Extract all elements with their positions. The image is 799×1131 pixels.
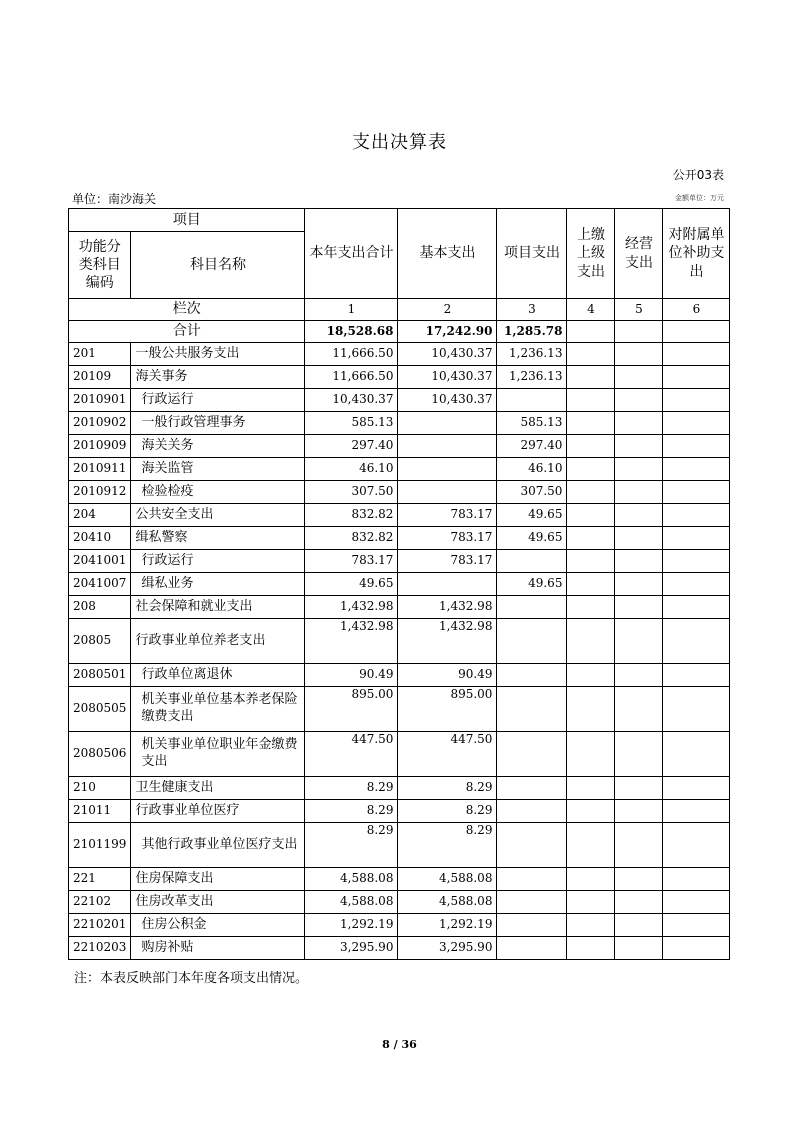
cell-empty bbox=[567, 800, 615, 823]
cell-c1: 49.65 bbox=[305, 573, 398, 596]
cell-empty bbox=[567, 596, 615, 619]
cell-empty bbox=[663, 937, 730, 960]
cell-empty bbox=[615, 619, 663, 664]
cell-empty bbox=[663, 732, 730, 777]
cell-empty bbox=[567, 687, 615, 732]
cell-empty bbox=[663, 823, 730, 868]
cell-c2: 4,588.08 bbox=[398, 868, 497, 891]
page-title: 支出决算表 bbox=[352, 132, 447, 153]
cell-empty bbox=[615, 458, 663, 481]
header-lanci: 栏次 bbox=[69, 299, 305, 321]
cell-empty bbox=[567, 343, 615, 366]
cell-empty bbox=[567, 732, 615, 777]
cell-code: 2101199 bbox=[69, 823, 131, 868]
cell-code: 210 bbox=[69, 777, 131, 800]
cell-c3: 49.65 bbox=[497, 573, 567, 596]
cell-name: 社会保障和就业支出 bbox=[131, 596, 305, 619]
cell-code: 21011 bbox=[69, 800, 131, 823]
cell-c1: 895.00 bbox=[305, 687, 398, 732]
cell-c1: 1,432.98 bbox=[305, 596, 398, 619]
cell-name: 机关事业单位基本养老保险缴费支出 bbox=[131, 687, 305, 732]
cell-name: 机关事业单位职业年金缴费支出 bbox=[131, 732, 305, 777]
cell-empty bbox=[663, 527, 730, 550]
table-row bbox=[69, 573, 730, 596]
total-row bbox=[69, 321, 730, 343]
cell-empty bbox=[663, 366, 730, 389]
cell-c3 bbox=[497, 914, 567, 937]
col-number-6: 6 bbox=[663, 299, 730, 321]
cell-empty bbox=[567, 458, 615, 481]
cell-c2 bbox=[398, 481, 497, 504]
table-row bbox=[69, 389, 730, 412]
cell-name: 海关监管 bbox=[131, 458, 305, 481]
cell-c1: 4,588.08 bbox=[305, 891, 398, 914]
table-row bbox=[69, 458, 730, 481]
cell-empty bbox=[615, 504, 663, 527]
cell-name: 缉私警察 bbox=[131, 527, 305, 550]
cell-code: 2010912 bbox=[69, 481, 131, 504]
cell-c2: 783.17 bbox=[398, 527, 497, 550]
cell-empty bbox=[663, 504, 730, 527]
cell-empty bbox=[567, 891, 615, 914]
cell-c1: 4,588.08 bbox=[305, 868, 398, 891]
table-row bbox=[69, 596, 730, 619]
cell-c1: 832.82 bbox=[305, 504, 398, 527]
cell-c3 bbox=[497, 664, 567, 687]
cell-empty bbox=[663, 573, 730, 596]
cell-c3: 297.40 bbox=[497, 435, 567, 458]
cell-code: 2041001 bbox=[69, 550, 131, 573]
cell-c1: 46.10 bbox=[305, 458, 398, 481]
cell-c2: 10,430.37 bbox=[398, 389, 497, 412]
cell-empty bbox=[663, 343, 730, 366]
cell-empty bbox=[615, 573, 663, 596]
cell-empty bbox=[615, 389, 663, 412]
cell-name: 行政事业单位医疗 bbox=[131, 800, 305, 823]
cell-empty bbox=[567, 573, 615, 596]
header-subject-name: 科目名称 bbox=[131, 232, 305, 299]
cell-name: 一般行政管理事务 bbox=[131, 412, 305, 435]
cell-code: 2010902 bbox=[69, 412, 131, 435]
cell-name: 行政运行 bbox=[131, 389, 305, 412]
col-number-2: 2 bbox=[398, 299, 497, 321]
cell-code: 2080501 bbox=[69, 664, 131, 687]
table-row bbox=[69, 550, 730, 573]
cell-empty bbox=[615, 664, 663, 687]
cell-empty bbox=[663, 664, 730, 687]
cell-c3 bbox=[497, 732, 567, 777]
cell-empty bbox=[663, 596, 730, 619]
cell-c3 bbox=[497, 619, 567, 664]
cell-empty bbox=[567, 481, 615, 504]
cell-empty bbox=[615, 366, 663, 389]
cell-code: 204 bbox=[69, 504, 131, 527]
cell-empty bbox=[615, 914, 663, 937]
cell-empty bbox=[663, 458, 730, 481]
cell-c1: 3,295.90 bbox=[305, 937, 398, 960]
cell-empty bbox=[615, 435, 663, 458]
cell-c2: 8.29 bbox=[398, 823, 497, 868]
cell-c2: 10,430.37 bbox=[398, 366, 497, 389]
cell-c3: 1,236.13 bbox=[497, 343, 567, 366]
cell-empty bbox=[615, 481, 663, 504]
cell-empty bbox=[663, 914, 730, 937]
cell-empty bbox=[615, 777, 663, 800]
cell-name: 住房改革支出 bbox=[131, 891, 305, 914]
cell-name: 住房公积金 bbox=[131, 914, 305, 937]
cell-c2 bbox=[398, 573, 497, 596]
cell-empty bbox=[615, 412, 663, 435]
table-row bbox=[69, 687, 730, 732]
table-row bbox=[69, 777, 730, 800]
cell-empty bbox=[615, 550, 663, 573]
col-number-5: 5 bbox=[615, 299, 663, 321]
cell-empty bbox=[567, 777, 615, 800]
cell-c2: 783.17 bbox=[398, 504, 497, 527]
cell-c2: 90.49 bbox=[398, 664, 497, 687]
cell-code: 201 bbox=[69, 343, 131, 366]
header-col3: 项目支出 bbox=[497, 209, 567, 299]
cell-empty bbox=[615, 891, 663, 914]
cell-name: 海关关务 bbox=[131, 435, 305, 458]
cell-empty bbox=[615, 732, 663, 777]
cell-empty bbox=[615, 868, 663, 891]
total-c3: 1,285.78 bbox=[497, 321, 567, 343]
cell-c1: 447.50 bbox=[305, 732, 398, 777]
cell-code: 2041007 bbox=[69, 573, 131, 596]
header-col6: 对附属单位补助支出 bbox=[663, 209, 730, 299]
col-number-4: 4 bbox=[567, 299, 615, 321]
cell-name: 行政单位离退休 bbox=[131, 664, 305, 687]
cell-code: 22102 bbox=[69, 891, 131, 914]
cell-empty bbox=[663, 412, 730, 435]
cell-c2: 4,588.08 bbox=[398, 891, 497, 914]
cell-c1: 10,430.37 bbox=[305, 389, 398, 412]
cell-c2: 3,295.90 bbox=[398, 937, 497, 960]
header-col2: 基本支出 bbox=[398, 209, 497, 299]
cell-code: 2210201 bbox=[69, 914, 131, 937]
table-row bbox=[69, 823, 730, 868]
cell-c2: 8.29 bbox=[398, 777, 497, 800]
expenditure-table bbox=[68, 208, 730, 960]
cell-name: 其他行政事业单位医疗支出 bbox=[131, 823, 305, 868]
cell-empty bbox=[567, 389, 615, 412]
cell-empty bbox=[567, 823, 615, 868]
cell-code: 221 bbox=[69, 868, 131, 891]
header-item: 项目 bbox=[69, 209, 305, 232]
cell-empty bbox=[615, 823, 663, 868]
cell-c3: 585.13 bbox=[497, 412, 567, 435]
cell-empty bbox=[567, 504, 615, 527]
cell-c3 bbox=[497, 800, 567, 823]
table-row bbox=[69, 412, 730, 435]
cell-c2: 783.17 bbox=[398, 550, 497, 573]
cell-c3 bbox=[497, 389, 567, 412]
cell-c1: 585.13 bbox=[305, 412, 398, 435]
table-row bbox=[69, 891, 730, 914]
cell-empty bbox=[663, 777, 730, 800]
cell-c1: 8.29 bbox=[305, 800, 398, 823]
cell-c3 bbox=[497, 823, 567, 868]
header-func-code: 功能分类科目编码 bbox=[69, 232, 131, 299]
cell-c1: 297.40 bbox=[305, 435, 398, 458]
cell-empty bbox=[615, 343, 663, 366]
table-row bbox=[69, 664, 730, 687]
cell-c1: 8.29 bbox=[305, 777, 398, 800]
table-row bbox=[69, 868, 730, 891]
cell-c2: 1,432.98 bbox=[398, 596, 497, 619]
money-unit: 金额单位：万元 bbox=[675, 194, 724, 202]
table-row bbox=[69, 619, 730, 664]
cell-empty bbox=[615, 596, 663, 619]
table-number: 公开03表 bbox=[672, 168, 724, 182]
cell-code: 20109 bbox=[69, 366, 131, 389]
cell-c3 bbox=[497, 687, 567, 732]
cell-empty bbox=[567, 937, 615, 960]
cell-c3: 49.65 bbox=[497, 504, 567, 527]
cell-name: 行政运行 bbox=[131, 550, 305, 573]
cell-c2: 447.50 bbox=[398, 732, 497, 777]
cell-name: 海关事务 bbox=[131, 366, 305, 389]
col-number-1: 1 bbox=[305, 299, 398, 321]
cell-empty bbox=[615, 527, 663, 550]
cell-c3: 307.50 bbox=[497, 481, 567, 504]
cell-code: 20410 bbox=[69, 527, 131, 550]
cell-empty bbox=[567, 868, 615, 891]
cell-c1: 832.82 bbox=[305, 527, 398, 550]
header-col1: 本年支出合计 bbox=[305, 209, 398, 299]
cell-c2: 1,432.98 bbox=[398, 619, 497, 664]
cell-c2 bbox=[398, 458, 497, 481]
cell-empty bbox=[567, 619, 615, 664]
header-col5: 经营支出 bbox=[615, 209, 663, 299]
cell-empty bbox=[567, 527, 615, 550]
cell-empty bbox=[567, 435, 615, 458]
cell-c2 bbox=[398, 412, 497, 435]
cell-name: 购房补贴 bbox=[131, 937, 305, 960]
cell-empty bbox=[663, 868, 730, 891]
cell-c3 bbox=[497, 937, 567, 960]
cell-code: 2210203 bbox=[69, 937, 131, 960]
cell-code: 2080506 bbox=[69, 732, 131, 777]
cell-c1: 8.29 bbox=[305, 823, 398, 868]
cell-name: 公共安全支出 bbox=[131, 504, 305, 527]
cell-c2: 895.00 bbox=[398, 687, 497, 732]
table-row bbox=[69, 914, 730, 937]
cell-c1: 783.17 bbox=[305, 550, 398, 573]
table-row bbox=[69, 937, 730, 960]
cell-name: 检验检疫 bbox=[131, 481, 305, 504]
cell-empty bbox=[663, 891, 730, 914]
cell-c1: 11,666.50 bbox=[305, 343, 398, 366]
cell-empty bbox=[567, 914, 615, 937]
cell-empty bbox=[663, 481, 730, 504]
cell-name: 住房保障支出 bbox=[131, 868, 305, 891]
cell-c3 bbox=[497, 777, 567, 800]
cell-c3 bbox=[497, 550, 567, 573]
cell-name: 一般公共服务支出 bbox=[131, 343, 305, 366]
table-row bbox=[69, 435, 730, 458]
cell-c3 bbox=[497, 596, 567, 619]
cell-name: 缉私业务 bbox=[131, 573, 305, 596]
cell-empty bbox=[615, 800, 663, 823]
cell-c3: 49.65 bbox=[497, 527, 567, 550]
cell-c2: 10,430.37 bbox=[398, 343, 497, 366]
page-number: 8 / 36 bbox=[382, 1038, 417, 1051]
cell-empty bbox=[663, 800, 730, 823]
header-col4: 上缴上级支出 bbox=[567, 209, 615, 299]
table-row bbox=[69, 481, 730, 504]
table-row bbox=[69, 343, 730, 366]
cell-c1: 11,666.50 bbox=[305, 366, 398, 389]
cell-empty bbox=[567, 412, 615, 435]
cell-empty bbox=[663, 619, 730, 664]
reporting-unit: 单位：南沙海关 bbox=[72, 192, 157, 206]
cell-c1: 90.49 bbox=[305, 664, 398, 687]
table-row bbox=[69, 366, 730, 389]
cell-c1: 307.50 bbox=[305, 481, 398, 504]
col-number-3: 3 bbox=[497, 299, 567, 321]
cell-code: 2010901 bbox=[69, 389, 131, 412]
total-c1: 18,528.68 bbox=[305, 321, 398, 343]
cell-code: 20805 bbox=[69, 619, 131, 664]
table-row bbox=[69, 800, 730, 823]
table-note: 注：本表反映部门本年度各项支出情况。 bbox=[74, 971, 309, 986]
cell-code: 2010911 bbox=[69, 458, 131, 481]
cell-code: 2080505 bbox=[69, 687, 131, 732]
cell-empty bbox=[615, 937, 663, 960]
cell-empty bbox=[567, 550, 615, 573]
cell-c2 bbox=[398, 435, 497, 458]
cell-name: 行政事业单位养老支出 bbox=[131, 619, 305, 664]
cell-empty bbox=[663, 687, 730, 732]
cell-c3: 46.10 bbox=[497, 458, 567, 481]
cell-code: 208 bbox=[69, 596, 131, 619]
cell-empty bbox=[615, 687, 663, 732]
cell-c2: 8.29 bbox=[398, 800, 497, 823]
cell-code: 2010909 bbox=[69, 435, 131, 458]
cell-empty bbox=[663, 435, 730, 458]
table-row bbox=[69, 504, 730, 527]
total-label: 合计 bbox=[69, 321, 305, 343]
cell-name: 卫生健康支出 bbox=[131, 777, 305, 800]
cell-c2: 1,292.19 bbox=[398, 914, 497, 937]
total-c2: 17,242.90 bbox=[398, 321, 497, 343]
cell-empty bbox=[567, 664, 615, 687]
cell-c3: 1,236.13 bbox=[497, 366, 567, 389]
cell-empty bbox=[663, 550, 730, 573]
cell-c1: 1,432.98 bbox=[305, 619, 398, 664]
cell-c3 bbox=[497, 868, 567, 891]
cell-c3 bbox=[497, 891, 567, 914]
table-row bbox=[69, 732, 730, 777]
cell-c1: 1,292.19 bbox=[305, 914, 398, 937]
cell-empty bbox=[567, 366, 615, 389]
cell-empty bbox=[663, 389, 730, 412]
table-row bbox=[69, 527, 730, 550]
